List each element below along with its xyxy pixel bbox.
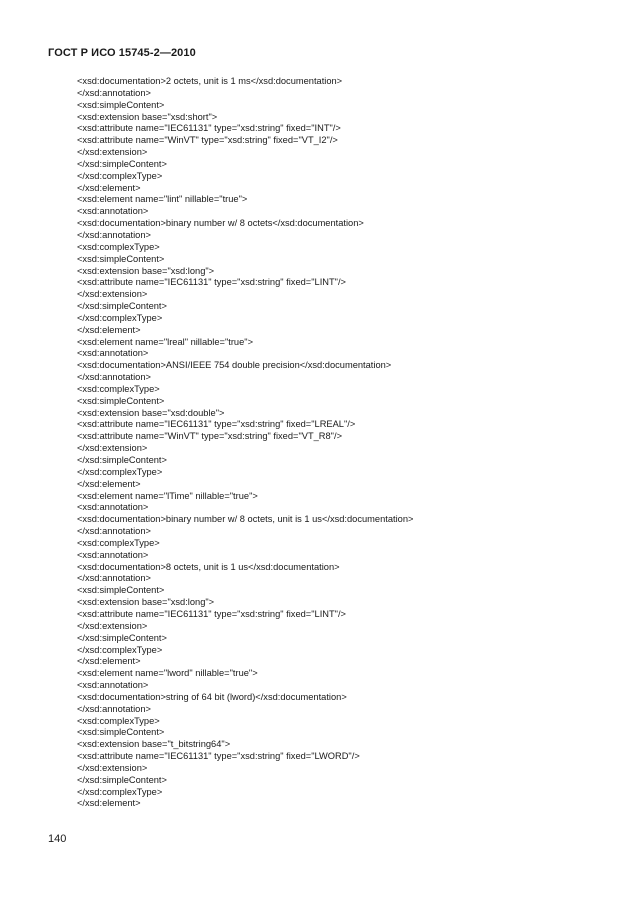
code-line: </xsd:complexType> [77,786,163,797]
code-line: <xsd:documentation>8 octets, unit is 1 us</xsd:documentation> [77,561,340,572]
code-line: </xsd:element> [77,478,141,489]
code-line: </xsd:element> [77,798,141,809]
code-line: </xsd:annotation> [77,372,151,383]
page-number: 140 [48,833,67,845]
code-line: <xsd:attribute name="IEC61131" type="xsd:string" fixed="LINT"/> [77,277,346,288]
code-line: <xsd:attribute name="IEC61131" type="xsd:string" fixed="INT"/> [77,123,341,134]
code-line: </xsd:complexType> [77,644,163,655]
code-line: </xsd:annotation> [77,229,151,240]
code-line: <xsd:simpleContent> [77,99,165,110]
code-line: </xsd:complexType> [77,312,163,323]
code-line: <xsd:annotation> [77,206,149,217]
code-line: </xsd:extension> [77,147,148,158]
code-line: <xsd:documentation>ANSI/IEEE 754 double precision</xsd:documentation> [77,360,392,371]
code-line: <xsd:extension base="xsd:double"> [77,407,225,418]
code-line: </xsd:simpleContent> [77,774,167,785]
code-line: <xsd:simpleContent> [77,727,165,738]
code-line: </xsd:annotation> [77,526,151,537]
code-line: <xsd:complexType> [77,383,160,394]
code-line: <xsd:element name="lreal" nillable="true"> [77,336,253,347]
code-line: <xsd:element name="lword" nillable="true"> [77,668,258,679]
code-line: <xsd:complexType> [77,537,160,548]
code-line: <xsd:annotation> [77,348,149,359]
code-line: <xsd:documentation>binary number w/ 8 octets</xsd:documentation> [77,218,364,229]
code-line: <xsd:attribute name="IEC61131" type="xsd:string" fixed="LREAL"/> [77,419,356,430]
code-line: </xsd:element> [77,656,141,667]
code-line: <xsd:documentation>binary number w/ 8 octets, unit is 1 us</xsd:documentation> [77,514,414,525]
code-line: </xsd:annotation> [77,703,151,714]
code-line: <xsd:attribute name="WinVT" type="xsd:string" fixed="VT_I2"/> [77,135,338,146]
code-line: </xsd:extension> [77,289,148,300]
code-line: </xsd:element> [77,182,141,193]
code-line: <xsd:complexType> [77,715,160,726]
xsd-code-listing [77,76,413,810]
code-line: <xsd:attribute name="WinVT" type="xsd:string" fixed="VT_R8"/> [77,431,342,442]
code-line: </xsd:element> [77,324,141,335]
code-line: <xsd:attribute name="IEC61131" type="xsd:string" fixed="LINT"/> [77,608,346,619]
code-line: </xsd:simpleContent> [77,301,167,312]
code-line: </xsd:extension> [77,443,148,454]
code-line: <xsd:documentation>2 octets, unit is 1 ms</xsd:documentation> [77,76,343,86]
code-line: <xsd:annotation> [77,549,149,560]
code-line: <xsd:element name="lint" nillable="true"> [77,194,248,205]
code-line: </xsd:complexType> [77,466,163,477]
code-line: <xsd:annotation> [77,680,149,691]
code-line: <xsd:complexType> [77,241,160,252]
code-line: </xsd:extension> [77,762,148,773]
document-header-title: ГОСТ Р ИСО 15745-2—2010 [48,47,196,59]
code-line: <xsd:extension base="xsd:long"> [77,265,215,276]
code-line: </xsd:complexType> [77,170,163,181]
code-line: <xsd:attribute name="IEC61131" type="xsd:string" fixed="LWORD"/> [77,751,360,762]
code-line: <xsd:simpleContent> [77,395,165,406]
code-line: <xsd:extension base="xsd:short"> [77,111,218,122]
code-line: </xsd:annotation> [77,573,151,584]
code-line: </xsd:extension> [77,620,148,631]
code-line: <xsd:documentation>string of 64 bit (lword)</xsd:documentation> [77,691,347,702]
code-line: </xsd:simpleContent> [77,455,167,465]
code-line: <xsd:simpleContent> [77,253,165,264]
code-line: <xsd:annotation> [77,502,149,513]
code-line: <xsd:extension base="t_bitstring64"> [77,739,231,750]
code-line: <xsd:element name="lTime" nillable="true"> [77,490,258,501]
code-line: <xsd:extension base="xsd:long"> [77,597,215,608]
code-line: </xsd:simpleContent> [77,158,167,169]
code-line: </xsd:annotation> [77,87,151,98]
code-line: <xsd:simpleContent> [77,585,165,596]
code-line: </xsd:simpleContent> [77,632,167,643]
